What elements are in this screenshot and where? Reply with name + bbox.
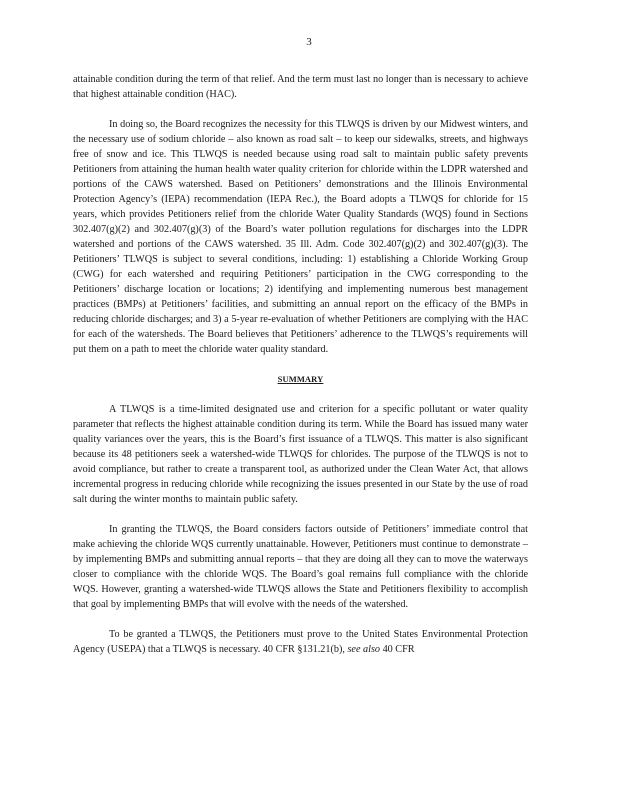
paragraph-board-recognizes: In doing so, the Board recognizes the necessity for this TLWQS is driven by our Midwest winters, and the necessary use of sodium chloride – also known as road salt – to keep our sidewalks, streets, and highways free of snow and ice. This TLWQS is needed because using road salt to maintain public safety prevents Petitioners from attaining the human health water quality criterion for chloride within the LDPR watershed and portions of the CAWS watershed. Based on Petitioners’ demonstrations and the Illinois Environmental Protection Agency’s (IEPA) recommendation (IEPA Rec.), the Board adopts a TLWQS for chloride for 15 years, which provides Petitioners relief from the chloride Water Quality Standards (WQS) found in Sections 302.407(g)(2) and 302.407(g)(3) of the Board’s water pollution regulations for discharges into the LDPR watershed and portions of the CAWS watershed. 35 Ill. Adm. Code 302.407(g)(2) and 302.407(g)(3). The Petitioners’ TLWQS is subject to several conditions, including: 1) establishing a Chloride Working Group (CWG) for each watershed and requiring Petitioners’ participation in the CWG corresponding to the Petitioners’ discharge location or locations; 2) identifying and implementing numerous best management practices (BMPs) at Petitioners’ facilities, and submitting an annual report on the efficacy of the BMPs in reducing chloride discharges; and 3) a 5-year re-evaluation of whether Petitioners are complying with the HAC for each of the watersheds. The Board believes that Petitioners’ adherence to the TLWQS’s requirements will put them on a path to meet the chloride water quality standard. <box>73 119 528 355</box>
paragraph-hac-term: attainable condition during the term of that relief. And the term must last no longer than is necessary to achieve that highest attainable condition (HAC). <box>73 74 528 100</box>
paragraph-granting-tlwqs: In granting the TLWQS, the Board considers factors outside of Petitioners’ immediate control that make achieving the chloride WQS currently unattainable. However, Petitioners must continue to demonstrate – by implementing BMPs and submitting annual reports – that they are doing all they can to move the waterways closer to compliance with the chloride WQS. The Board’s goal remains full compliance with the chloride WQS. However, granting a watershed-wide TLWQS allows the State and Petitioners flexibility to accomplish that goal by implementing BMPs that will evolve with the needs of the watershed. <box>73 524 528 610</box>
page-number: 3 <box>306 36 312 48</box>
document-body <box>73 72 528 672</box>
cfr-citation-tail: 40 CFR <box>382 644 415 655</box>
usepa-text: To be granted a TLWQS, the Petitioners must prove to the United States Environmental Protection Agency (USEPA) that a TLWQS is necessary. 40 CFR §131.21(b), <box>73 629 528 655</box>
see-also-signal: see also <box>347 644 381 655</box>
section-heading-summary: SUMMARY <box>277 374 324 384</box>
paragraph-usepa-requirement <box>73 627 528 657</box>
paragraph-tlwqs-definition: A TLWQS is a time-limited designated use and criterion for a specific pollutant or water quality parameter that reflects the highest attainable condition during its term. While the Board has issued many water quality variances over the years, this is the Board’s first issuance of a TLWQS. This matter is also significant because its 48 petitioners seek a watershed-wide TLWQS for chlorides. The purpose of the TLWQS is not to avoid compliance, but rather to create a transparent tool, as authorized under the Clean Water Act, that allows incremental progress in reducing chloride while recognizing the issues presented in our State by the use of road salt during the winter months to maintain public safety. <box>73 404 528 505</box>
